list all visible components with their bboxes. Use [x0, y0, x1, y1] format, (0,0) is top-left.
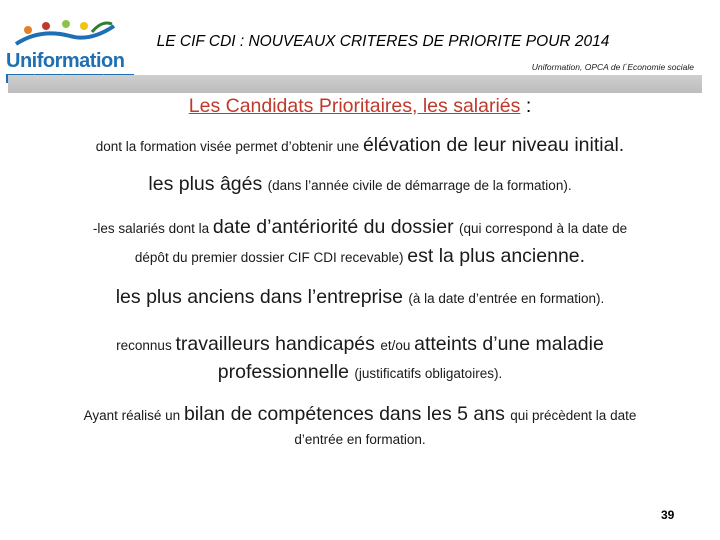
org-caption: Uniformation, OPCA de l´Economie sociale	[531, 62, 694, 72]
criterion-skills-assessment-line1	[0, 403, 720, 426]
text-small: dont la formation visée permet d’obtenir une	[95, 139, 363, 154]
text-emphasis: élévation de leur niveau initial	[362, 134, 619, 156]
text-small: (justificatifs obligatoires).	[354, 366, 503, 381]
page-number: 39	[661, 508, 675, 522]
text-emphasis: professionnelle	[217, 361, 355, 383]
criterion-disability-line1	[0, 333, 720, 356]
text-small: d’entrée en formation.	[294, 432, 426, 447]
text-emphasis: date d’antériorité du dossier	[212, 216, 459, 238]
text-emphasis: les plus âgés	[148, 173, 268, 195]
header-gray-band	[8, 75, 702, 93]
text-small: (dans l’année civile de démarrage de la formation).	[267, 178, 572, 193]
criterion-skills-assessment-line2	[0, 431, 720, 449]
text-small: (à la date d’entrée en formation).	[408, 291, 605, 306]
heading-colon: :	[520, 95, 532, 117]
text-emphasis: est la plus ancienne.	[407, 245, 586, 267]
criterion-oldest	[0, 173, 720, 196]
logo-text: Uniformation	[6, 50, 125, 72]
text-emphasis: bilan de compétences dans les 5 ans	[183, 403, 511, 425]
criterion-disability-line2	[0, 361, 720, 384]
text-small: et/ou	[380, 338, 415, 353]
text-small: Ayant réalisé un	[83, 408, 184, 423]
text-small: qui précèdent la date	[510, 408, 637, 423]
slide-title: LE CIF CDI : NOUVEAUX CRITERES DE PRIORITE POUR 2014	[156, 33, 610, 50]
text-period: .	[618, 134, 625, 156]
criterion-file-date-line1	[0, 216, 720, 239]
section-heading	[0, 95, 720, 118]
heading-text: Les Candidats Prioritaires, les salariés	[188, 95, 521, 117]
text-emphasis: travailleurs handicapés	[175, 333, 381, 355]
criterion-seniority	[0, 286, 720, 309]
text-emphasis: atteints d’une maladie	[414, 333, 604, 355]
text-small: dépôt du premier dossier CIF CDI recevable)	[134, 250, 408, 265]
text-small: (qui correspond à la date de	[459, 221, 628, 236]
criterion-file-date-line2	[0, 245, 720, 268]
logo-figures-icon	[10, 18, 120, 52]
text-small: reconnus	[116, 338, 176, 353]
text-emphasis: les plus anciens dans l’entreprise	[115, 286, 409, 308]
text-small: -les salariés dont la	[92, 221, 213, 236]
criterion-education-level	[0, 134, 720, 157]
